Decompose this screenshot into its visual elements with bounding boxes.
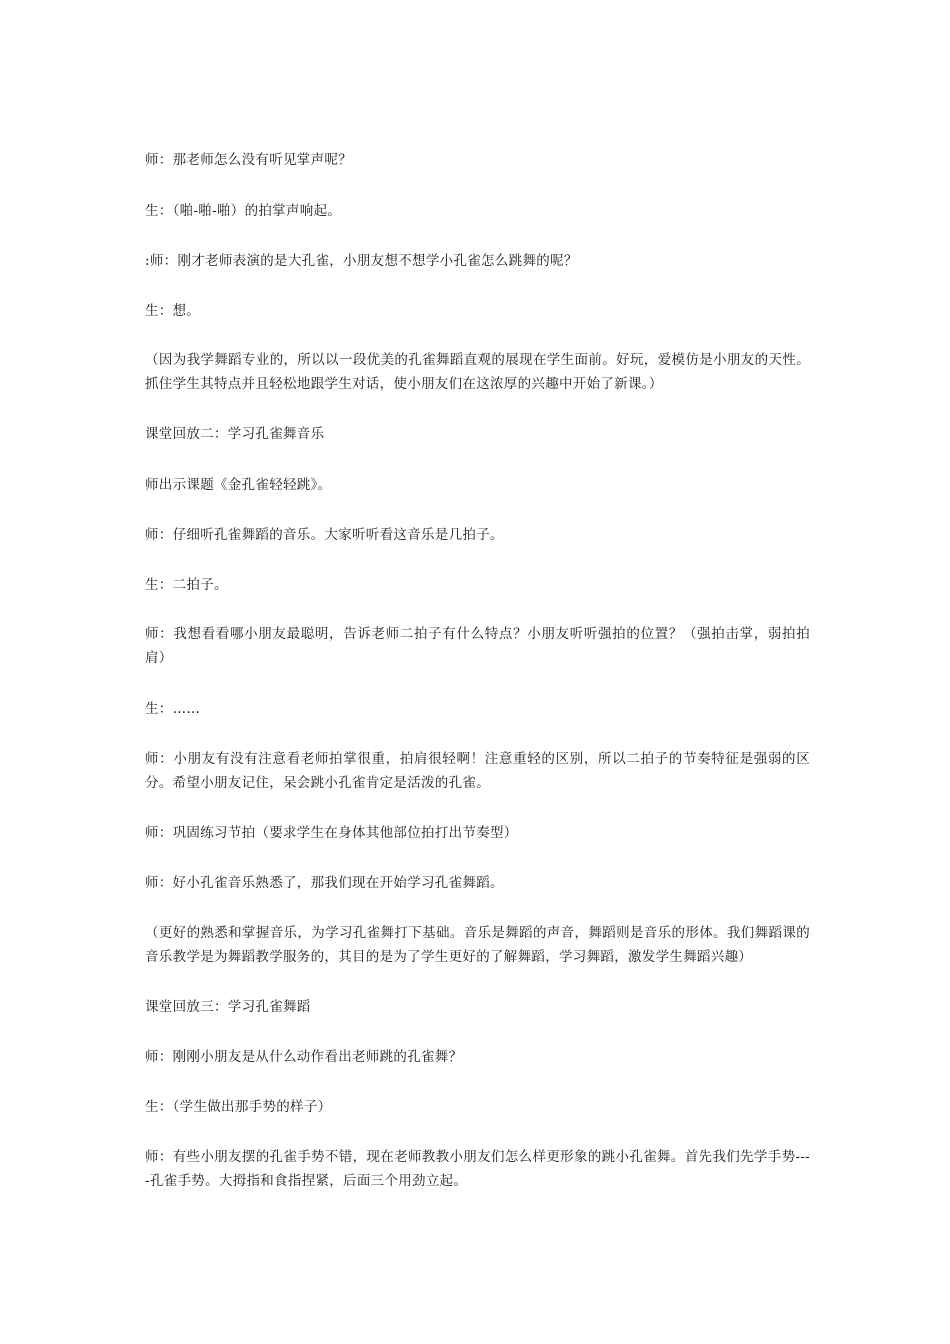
paragraph-17: 师：刚刚小朋友是从什么动作看出老师跳的孔雀舞？ bbox=[145, 1049, 463, 1065]
paragraph-8: 师：仔细听孔雀舞蹈的音乐。大家听听看这音乐是几拍子。 bbox=[145, 527, 504, 543]
paragraph-14: 师：好小孔雀音乐熟悉了，那我们现在开始学习孔雀舞蹈。 bbox=[145, 875, 504, 891]
paragraph-15: （更好的熟悉和掌握音乐，为学习孔雀舞打下基础。音乐是舞蹈的声音，舞蹈则是音乐的形体。我们舞蹈课的音乐教学是为舞蹈教学服务的，其目的是为了学生更好的了解舞蹈，学习舞蹈，激发学生舞蹈兴趣） bbox=[145, 925, 810, 965]
paragraph-19: 师：有些小朋友摆的孔雀手势不错，现在老师教教小朋友们怎么样更形象的跳小孔雀舞。首先我们先学手势----孔雀手势。大拇指和食指捏紧，后面三个用劲立起。 bbox=[145, 1149, 810, 1189]
paragraph-18: 生：（学生做出那手势的样子） bbox=[145, 1099, 332, 1115]
paragraph-12: 师：小朋友有没有注意看老师拍掌很重，拍肩很轻啊！注意重轻的区别，所以二拍子的节奏特征是强弱的区分。希望小朋友记住，呆会跳小孔雀肯定是活泼的孔雀。 bbox=[145, 751, 810, 791]
paragraph-4: 生：想。 bbox=[145, 303, 201, 319]
paragraph-11: 生：…… bbox=[145, 701, 201, 717]
paragraph-13: 师：巩固练习节拍（要求学生在身体其他部位拍打出节奏型） bbox=[145, 825, 518, 841]
paragraph-2: 生：（啪-啪-啪）的拍掌声响起。 bbox=[145, 203, 342, 219]
paragraph-7: 师出示课题《金孔雀轻轻跳》。 bbox=[145, 477, 332, 493]
section-heading-3: 课堂回放三：学习孔雀舞蹈 bbox=[145, 999, 311, 1015]
paragraph-3: :师：刚才老师表演的是大孔雀，小朋友想不想学小孔雀怎么跳舞的呢？ bbox=[145, 253, 578, 269]
section-heading-2: 课堂回放二：学习孔雀舞音乐 bbox=[145, 426, 325, 442]
paragraph-10: 师：我想看看哪小朋友最聪明，告诉老师二拍子有什么特点？小朋友听听强拍的位置？（强拍击掌，弱拍拍肩） bbox=[145, 626, 810, 666]
paragraph-1: 师：那老师怎么没有听见掌声呢？ bbox=[145, 152, 352, 168]
paragraph-5: （因为我学舞蹈专业的，所以以一段优美的孔雀舞蹈直观的展现在学生面前。好玩，爱模仿是小朋友的天性。抓住学生其特点并且轻松地跟学生对话，使小朋友们在这浓厚的兴趣中开始了新课。） bbox=[145, 352, 810, 392]
paragraph-9: 生：二拍子。 bbox=[145, 577, 228, 593]
